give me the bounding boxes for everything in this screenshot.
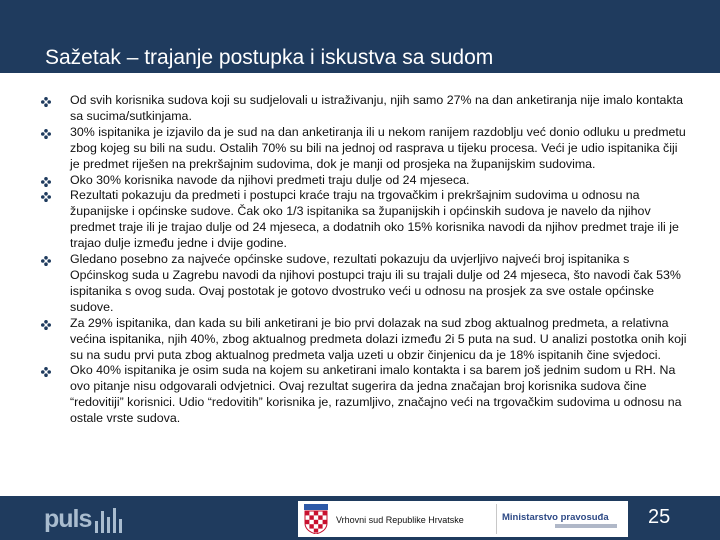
diamond-bullet-icon [41,320,51,330]
slide-title: Sažetak – trajanje postupka i iskustva sa sudom [45,46,494,69]
bullet-item [40,363,688,427]
ministry-label: Ministarstvo pravosuđa [502,512,609,523]
diamond-bullet-icon [41,367,51,377]
diamond-bullet-icon [41,177,51,187]
logo-text: puls [44,505,92,533]
logo-bars-icon [95,507,122,533]
slide-content [40,93,688,427]
puls-logo [44,503,122,533]
court-label: Vrhovni sud Republike Hrvatske [336,515,464,525]
ministry-subline [555,524,617,528]
diamond-bullet-icon [41,129,51,139]
bullet-item [40,252,688,316]
bullet-text: Rezultati pokazuju da predmeti i postupci kraće traju na trgovačkim i prekršajnim sudovima u odnosu na županijske i općinske sudove. Čak oko 1/3 ispitanika sa županijskih i općinskih sudova je navelo da njihov predmet traje ili je trajao dulje od 24 mjeseca, a dodatnih oko 15% korisnika navodi da njihov predmet traje ili je trajao dulje između jedne i dvije godine. [70,188,679,251]
croatian-crest-icon [304,504,328,534]
diamond-bullet-icon [41,256,51,266]
bullet-item [40,316,688,364]
page-number: 25 [648,506,671,528]
ministry-logo [496,504,627,534]
bullet-item [40,93,688,125]
bullet-item [40,125,688,173]
diamond-bullet-icon [41,192,51,202]
bullet-text: 30% ispitanika je izjavilo da je sud na dan anketiranja ili u nekom ranijem razdoblju već donio odluku u predmetu zbog kojeg su bili na sudu. Ostalih 70% su bili na jednoj od rasprava u tijeku procesa. Veći je udio ispitanika čiji je predmet riješen na prekršajnim sudovima, dok je manji od prosjeka na županijskim sudovima. [70,124,686,171]
diamond-bullet-icon [41,97,51,107]
bullet-text: Oko 40% ispitanika je osim suda na kojem su anketirani imalo kontakta i sa barem još jednim sudom u RH. Na ovo pitanje nisu odgovarali odvjetnici. Ovaj rezultat sugerira da jedna značajan broj korisnika sudova čine “redovitiji” korisnici. Udio “redovitih” korisnika je, razumljivo, značajno veći na trgovačkim sudovima u odnosu na ostale vrste sudova. [70,363,682,426]
partner-logos-panel [298,501,628,537]
bullet-text: Gledano posebno za najveće općinske sudove, rezultati pokazuju da uvjerljivo najveći broj ispitanika s Općinskog suda u Zagrebu navodi da njihovi postupci traju ili su trajali dulje od 24 mjeseca, što navodi čak 53% ispitanika s ovog suda. Ovaj postotak je gotovo dvostruko veći u odnosu na prosjek za sve ostale općinske sudove. [70,252,681,314]
bullet-item [40,173,688,189]
bullet-text: Oko 30% korisnika navode da njihovi predmeti traju dulje od 24 mjeseca. [70,172,470,187]
bullet-item [40,188,688,252]
bullet-text: Od svih korisnika sudova koji su sudjelovali u istraživanju, njih samo 27% na dan anketiranja nije imalo kontakta sa sucima/sutkinjama. [70,93,683,123]
bullet-text: Za 29% ispitanika, dan kada su bili anketirani je bio prvi dolazak na sud zbog aktualnog predmeta, a relativna većina ispitanika, njih 40%, zbog aktualnog predmeta dolazi između 2i 5 puta na sud. U analizi postotka onih koji su na sudu prvi puta zbog aktualnog predmeta valja uzeti u obzir činjenicu da je 18% ispitanih čine svjedoci. [70,315,687,362]
